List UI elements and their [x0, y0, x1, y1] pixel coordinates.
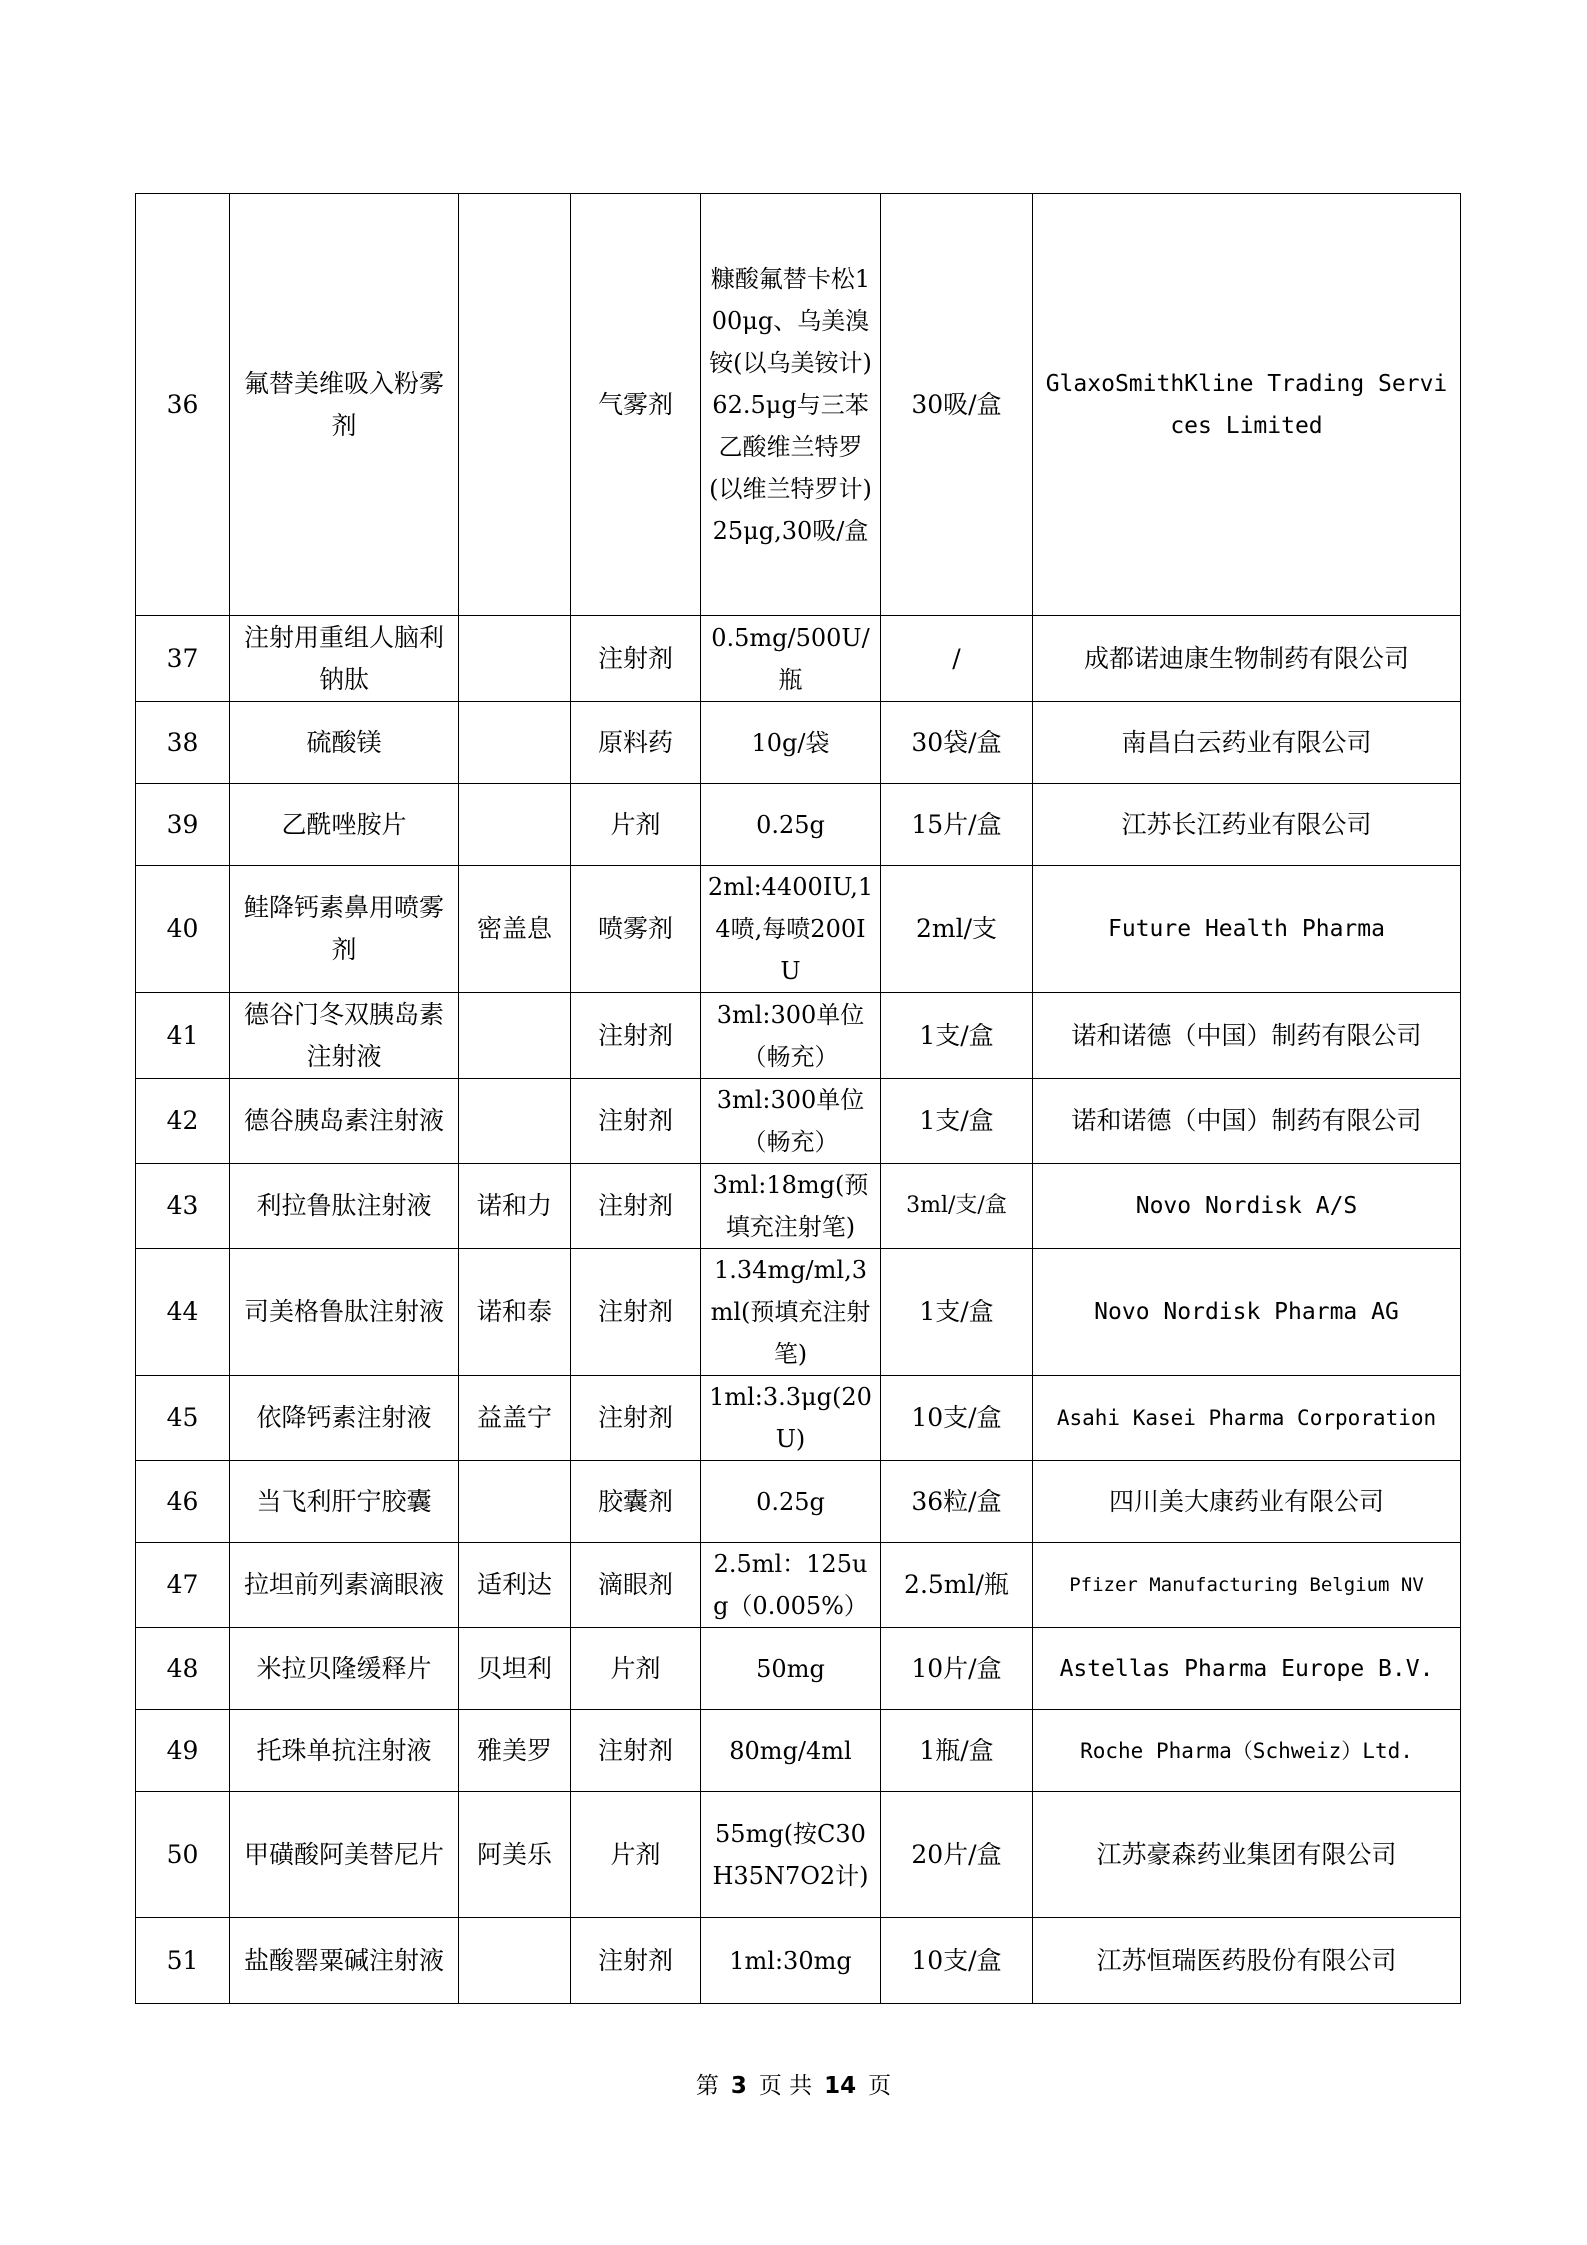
dosage-form: 注射剂 [571, 1710, 701, 1792]
table-row [136, 1249, 1461, 1376]
brand-name: 益盖宁 [459, 1376, 571, 1461]
manufacturer: Asahi Kasei Pharma Corporation [1033, 1376, 1461, 1461]
drug-name: 利拉鲁肽注射液 [230, 1164, 459, 1249]
brand-name: 贝坦利 [459, 1628, 571, 1710]
footer-prefix: 第 [695, 2073, 719, 2099]
manufacturer: Pfizer Manufacturing Belgium NV [1033, 1543, 1461, 1628]
specification: 10g/袋 [701, 702, 881, 784]
package: 1支/盒 [881, 993, 1033, 1079]
manufacturer: Novo Nordisk A/S [1033, 1164, 1461, 1249]
dosage-form: 片剂 [571, 1792, 701, 1918]
brand-name [459, 616, 571, 702]
specification: 0.25g [701, 1461, 881, 1543]
package: 10支/盒 [881, 1376, 1033, 1461]
table-row [136, 1543, 1461, 1628]
row-number: 40 [136, 866, 230, 993]
manufacturer: 四川美大康药业有限公司 [1033, 1461, 1461, 1543]
page-footer [0, 2067, 1587, 2100]
specification: 糠酸氟替卡松100μg、乌美溴铵(以乌美铵计)62.5μg与三苯乙酸维兰特罗(以维兰特罗计)25μg,30吸/盒 [701, 194, 881, 616]
brand-name [459, 1918, 571, 2004]
drug-name: 氟替美维吸入粉雾剂 [230, 194, 459, 616]
package: 2.5ml/瓶 [881, 1543, 1033, 1628]
brand-name: 适利达 [459, 1543, 571, 1628]
row-number: 37 [136, 616, 230, 702]
specification: 1.34mg/ml,3ml(预填充注射笔) [701, 1249, 881, 1376]
row-number: 43 [136, 1164, 230, 1249]
dosage-form: 喷雾剂 [571, 866, 701, 993]
table-row [136, 1792, 1461, 1918]
drug-name: 拉坦前列素滴眼液 [230, 1543, 459, 1628]
package: 1支/盒 [881, 1249, 1033, 1376]
row-number: 51 [136, 1918, 230, 2004]
dosage-form: 片剂 [571, 784, 701, 866]
row-number: 42 [136, 1079, 230, 1164]
table-row [136, 1918, 1461, 2004]
table-row [136, 1164, 1461, 1249]
brand-name: 密盖息 [459, 866, 571, 993]
row-number: 36 [136, 194, 230, 616]
package: 2ml/支 [881, 866, 1033, 993]
table-row [136, 784, 1461, 866]
package: 10片/盒 [881, 1628, 1033, 1710]
brand-name: 诺和泰 [459, 1249, 571, 1376]
drug-name: 米拉贝隆缓释片 [230, 1628, 459, 1710]
package: 20片/盒 [881, 1792, 1033, 1918]
row-number: 46 [136, 1461, 230, 1543]
specification: 80mg/4ml [701, 1710, 881, 1792]
row-number: 47 [136, 1543, 230, 1628]
row-number: 50 [136, 1792, 230, 1918]
drug-name: 依降钙素注射液 [230, 1376, 459, 1461]
drug-name: 乙酰唑胺片 [230, 784, 459, 866]
table-row [136, 866, 1461, 993]
specification: 1ml:30mg [701, 1918, 881, 2004]
drug-name: 硫酸镁 [230, 702, 459, 784]
package: 3ml/支/盒 [881, 1164, 1033, 1249]
dosage-form: 胶囊剂 [571, 1461, 701, 1543]
manufacturer: 诺和诺德（中国）制药有限公司 [1033, 993, 1461, 1079]
manufacturer: 成都诺迪康生物制药有限公司 [1033, 616, 1461, 702]
brand-name [459, 784, 571, 866]
brand-name [459, 194, 571, 616]
table-row [136, 993, 1461, 1079]
package: 30袋/盒 [881, 702, 1033, 784]
specification: 2.5ml：125ug（0.005%） [701, 1543, 881, 1628]
manufacturer: 江苏长江药业有限公司 [1033, 784, 1461, 866]
drug-name: 托珠单抗注射液 [230, 1710, 459, 1792]
manufacturer: 南昌白云药业有限公司 [1033, 702, 1461, 784]
table-row [136, 1710, 1461, 1792]
brand-name: 诺和力 [459, 1164, 571, 1249]
package: 10支/盒 [881, 1918, 1033, 2004]
footer-suffix: 页 [868, 2073, 892, 2099]
brand-name: 阿美乐 [459, 1792, 571, 1918]
specification: 0.25g [701, 784, 881, 866]
row-number: 41 [136, 993, 230, 1079]
table-row [136, 1461, 1461, 1543]
row-number: 48 [136, 1628, 230, 1710]
drug-name: 盐酸罂粟碱注射液 [230, 1918, 459, 2004]
drug-name: 德谷门冬双胰岛素注射液 [230, 993, 459, 1079]
dosage-form: 注射剂 [571, 1249, 701, 1376]
row-number: 44 [136, 1249, 230, 1376]
specification: 3ml:300单位（畅充） [701, 993, 881, 1079]
specification: 55mg(按C30H35N7O2计) [701, 1792, 881, 1918]
brand-name: 雅美罗 [459, 1710, 571, 1792]
package: 15片/盒 [881, 784, 1033, 866]
dosage-form: 原料药 [571, 702, 701, 784]
dosage-form: 滴眼剂 [571, 1543, 701, 1628]
drug-list-table [135, 193, 1461, 2004]
manufacturer: Roche Pharma（Schweiz）Ltd. [1033, 1710, 1461, 1792]
dosage-form: 注射剂 [571, 616, 701, 702]
row-number: 38 [136, 702, 230, 784]
package: 36粒/盒 [881, 1461, 1033, 1543]
package: 1瓶/盒 [881, 1710, 1033, 1792]
drug-name: 鲑降钙素鼻用喷雾剂 [230, 866, 459, 993]
package: / [881, 616, 1033, 702]
table-row [136, 702, 1461, 784]
brand-name [459, 1461, 571, 1543]
dosage-form: 注射剂 [571, 1376, 701, 1461]
footer-middle: 页 共 [758, 2073, 813, 2099]
dosage-form: 气雾剂 [571, 194, 701, 616]
manufacturer: Future Health Pharma [1033, 866, 1461, 993]
drug-name: 当飞利肝宁胶囊 [230, 1461, 459, 1543]
manufacturer: GlaxoSmithKline Trading Services Limited [1033, 194, 1461, 616]
brand-name [459, 702, 571, 784]
row-number: 45 [136, 1376, 230, 1461]
specification: 0.5mg/500U/瓶 [701, 616, 881, 702]
dosage-form: 注射剂 [571, 1918, 701, 2004]
manufacturer: 江苏豪森药业集团有限公司 [1033, 1792, 1461, 1918]
brand-name [459, 1079, 571, 1164]
dosage-form: 片剂 [571, 1628, 701, 1710]
dosage-form: 注射剂 [571, 993, 701, 1079]
package: 30吸/盒 [881, 194, 1033, 616]
table-row [136, 1628, 1461, 1710]
manufacturer: Novo Nordisk Pharma AG [1033, 1249, 1461, 1376]
specification: 3ml:18mg(预填充注射笔) [701, 1164, 881, 1249]
table-row [136, 1079, 1461, 1164]
dosage-form: 注射剂 [571, 1079, 701, 1164]
dosage-form: 注射剂 [571, 1164, 701, 1249]
row-number: 49 [136, 1710, 230, 1792]
table-row [136, 194, 1461, 616]
specification: 3ml:300单位（畅充） [701, 1079, 881, 1164]
table-row [136, 616, 1461, 702]
drug-name: 注射用重组人脑利钠肽 [230, 616, 459, 702]
package: 1支/盒 [881, 1079, 1033, 1164]
row-number: 39 [136, 784, 230, 866]
specification: 2ml:4400IU,14喷,每喷200IU [701, 866, 881, 993]
specification: 50mg [701, 1628, 881, 1710]
manufacturer: Astellas Pharma Europe B.V. [1033, 1628, 1461, 1710]
drug-name: 甲磺酸阿美替尼片 [230, 1792, 459, 1918]
drug-name: 司美格鲁肽注射液 [230, 1249, 459, 1376]
total-page-count: 14 [824, 2073, 857, 2099]
manufacturer: 江苏恒瑞医药股份有限公司 [1033, 1918, 1461, 2004]
specification: 1ml:3.3μg(20U) [701, 1376, 881, 1461]
table-row [136, 1376, 1461, 1461]
current-page-number: 3 [730, 2073, 747, 2099]
brand-name [459, 993, 571, 1079]
drug-name: 德谷胰岛素注射液 [230, 1079, 459, 1164]
manufacturer: 诺和诺德（中国）制药有限公司 [1033, 1079, 1461, 1164]
